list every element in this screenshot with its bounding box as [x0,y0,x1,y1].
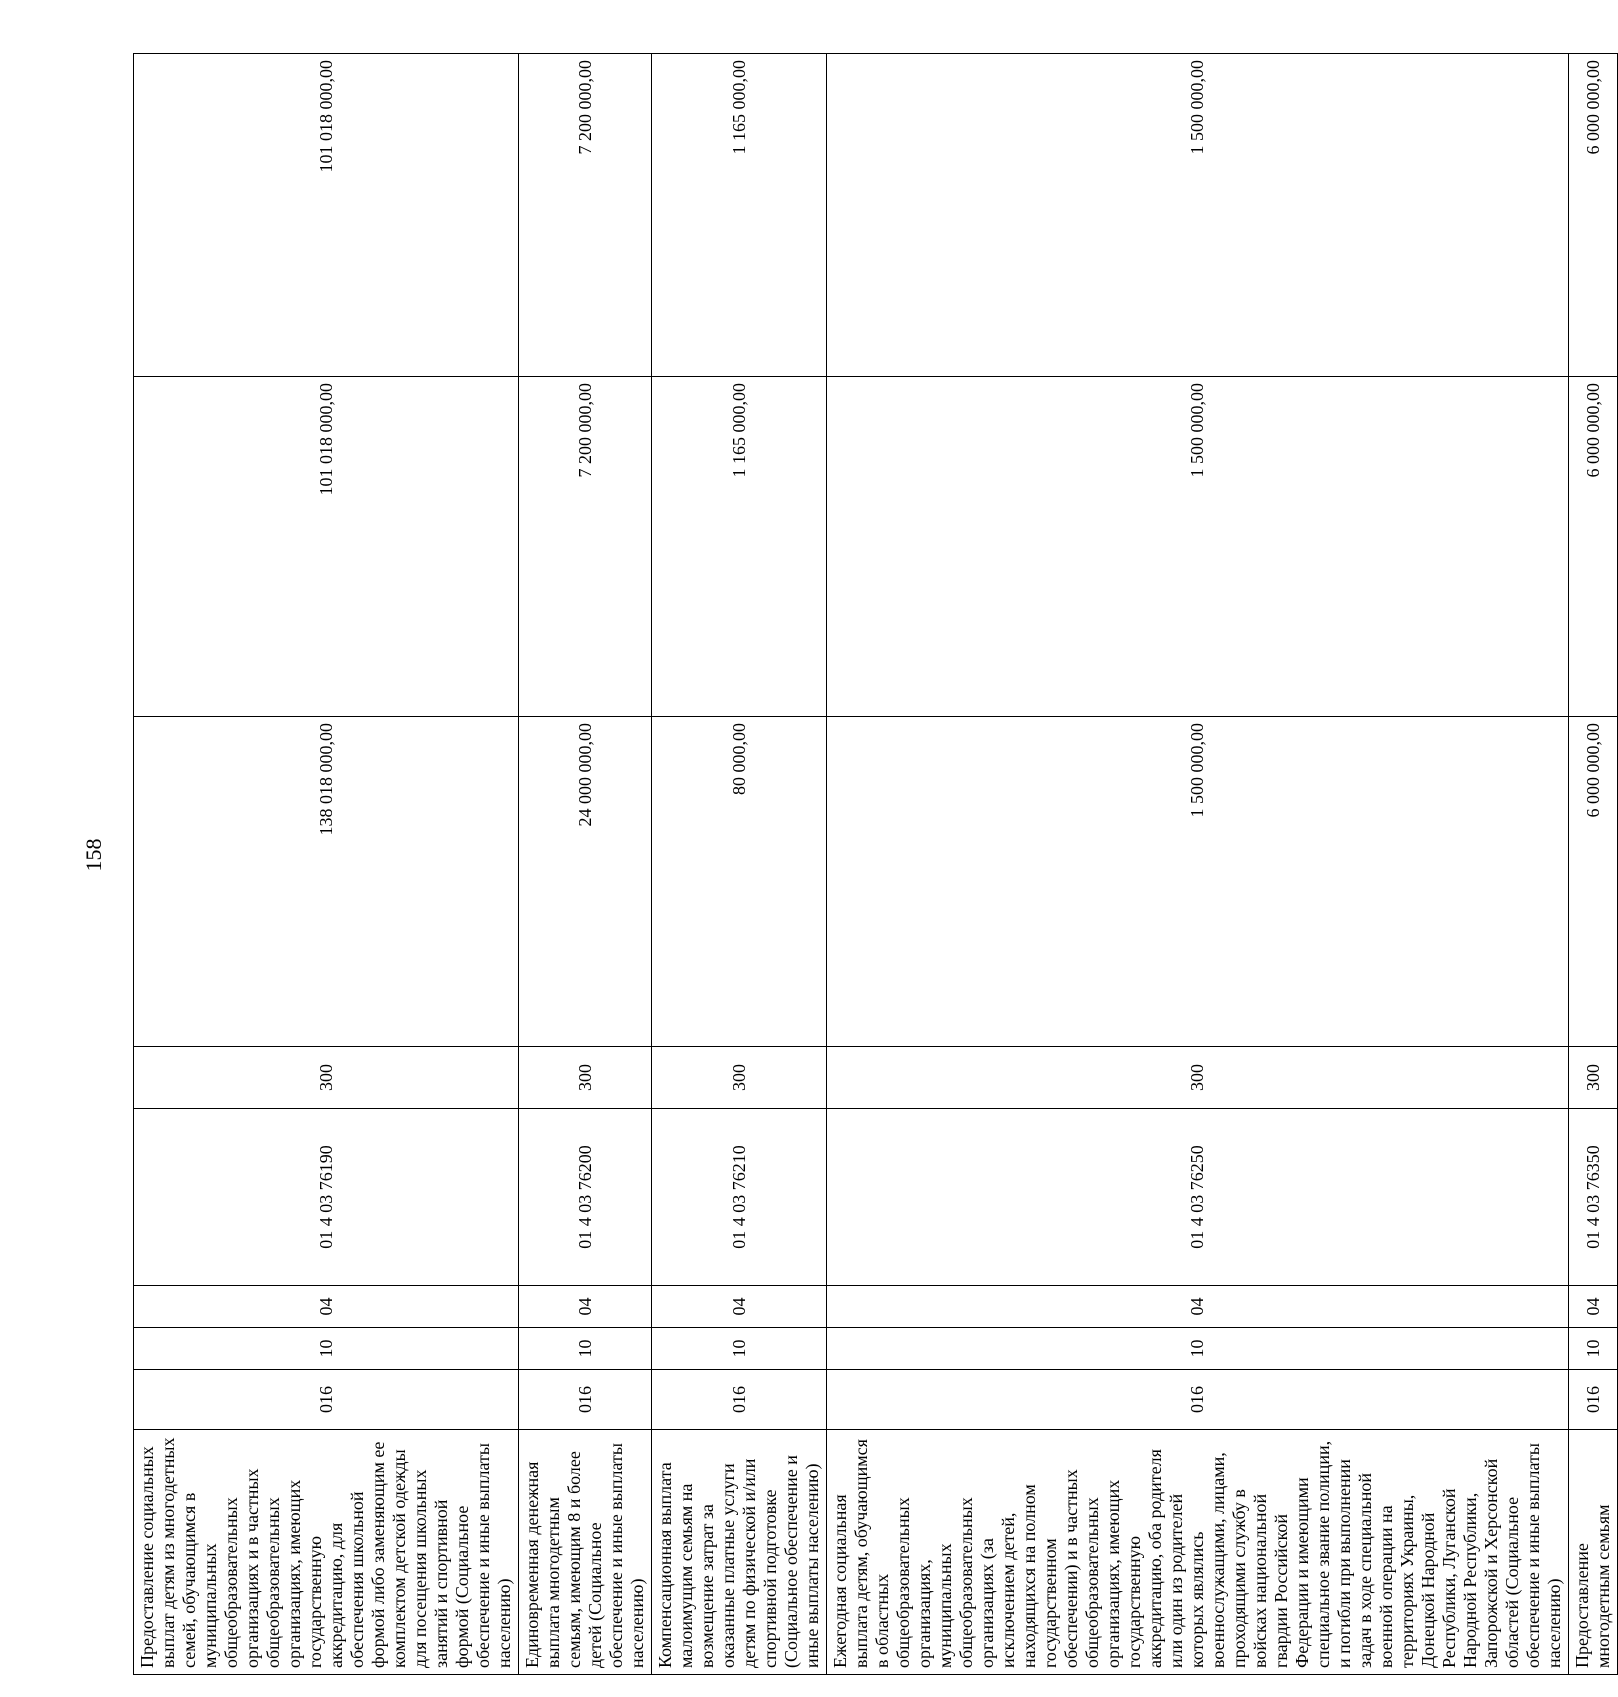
ministry-code: 016 [652,1370,827,1430]
amount-year-2: 6 000 000,00 [1569,377,1618,717]
target-article-code: 01 4 03 76190 [134,1109,519,1286]
budget-table [133,53,1618,1675]
expense-type-code: 300 [519,1047,652,1109]
ministry-code: 016 [134,1370,519,1430]
amount-year-3: 101 018 000,00 [134,54,519,377]
budget-table-container [133,54,1613,1675]
amount-year-1: 1 500 000,00 [827,717,1569,1047]
target-article-code: 01 4 03 76350 [1569,1109,1618,1286]
subsection-code: 04 [1569,1286,1618,1328]
ministry-code: 016 [519,1370,652,1430]
amount-year-3: 6 000 000,00 [1569,54,1618,377]
ministry-code: 016 [1569,1370,1618,1430]
target-article-code: 01 4 03 76210 [652,1109,827,1286]
expense-type-code: 300 [1569,1047,1618,1109]
amount-year-3: 7 200 000,00 [519,54,652,377]
subsection-code: 04 [652,1286,827,1328]
amount-year-2: 1 165 000,00 [652,377,827,717]
amount-year-3: 1 165 000,00 [652,54,827,377]
page-number: 158 [81,838,106,872]
section-code: 10 [519,1328,652,1370]
rotated-table [133,54,1613,1675]
expense-type-code: 300 [827,1047,1569,1109]
subsection-code: 04 [827,1286,1569,1328]
amount-year-2: 7 200 000,00 [519,377,652,717]
section-code: 10 [134,1328,519,1370]
section-code: 10 [827,1328,1569,1370]
amount-year-1: 24 000 000,00 [519,717,652,1047]
table-row [519,54,652,1675]
amount-year-3: 1 500 000,00 [827,54,1569,377]
row-description: Компенсационная выплата малоимущим семьям на возмещение затрат за оказанные платные услуги детям по физической и/или спортивной подготовке (Социальное обеспечение и иные выплаты населению) [652,1430,827,1675]
table-row [134,54,519,1675]
section-code: 10 [652,1328,827,1370]
section-code: 10 [1569,1328,1618,1370]
subsection-code: 04 [519,1286,652,1328]
amount-year-2: 101 018 000,00 [134,377,519,717]
ministry-code: 016 [827,1370,1569,1430]
amount-year-2: 1 500 000,00 [827,377,1569,717]
expense-type-code: 300 [652,1047,827,1109]
table-row [827,54,1569,1675]
target-article-code: 01 4 03 76200 [519,1109,652,1286]
expense-type-code: 300 [134,1047,519,1109]
target-article-code: 01 4 03 76250 [827,1109,1569,1286]
row-description: Ежегодная социальная выплата детям, обучающимся в областных общеобразовательных организациях, муниципальных общеобразовательных организациях (за исключением детей, находящихся на полном государственном обеспечении) и в частных общеобразовательных организациях, имеющих государственную аккредитацию, оба родителя или один из родителей которых являлись военнослужащими, лицами, проходящими службу в войсках национальной гвардии Российской Федерации и имеющими специальное звание полиции, и погибли при выполнении задач в ходе специальной военной операции на территориях Украины, Донецкой Народной Республики, Луганской Народной Республики, Запорожской и Херсонской областей (Социальное обеспечение и иные выплаты населению) [827,1430,1569,1675]
amount-year-1: 6 000 000,00 [1569,717,1618,1047]
row-description: Предоставление социальных выплат детям из многодетных семей, обучающимся в муниципальных общеобразовательных организациях и в частных общеобразовательных организациях, имеющих государственную аккредитацию, для обеспечения школьной формой либо заменяющим ее комплектом детской одежды для посещения школьных занятий и спортивной формой (Социальное обеспечение и иные выплаты населению) [134,1430,519,1675]
table-row [652,54,827,1675]
amount-year-1: 138 018 000,00 [134,717,519,1047]
subsection-code: 04 [134,1286,519,1328]
row-description: Единовременная денежная выплата многодетным семьям, имеющим 8 и более детей (Социальное обеспечение и иные выплаты населению) [519,1430,652,1675]
table-row [1569,54,1618,1675]
amount-year-1: 80 000,00 [652,717,827,1047]
row-description: Предоставление многодетным семьям [1569,1430,1618,1675]
